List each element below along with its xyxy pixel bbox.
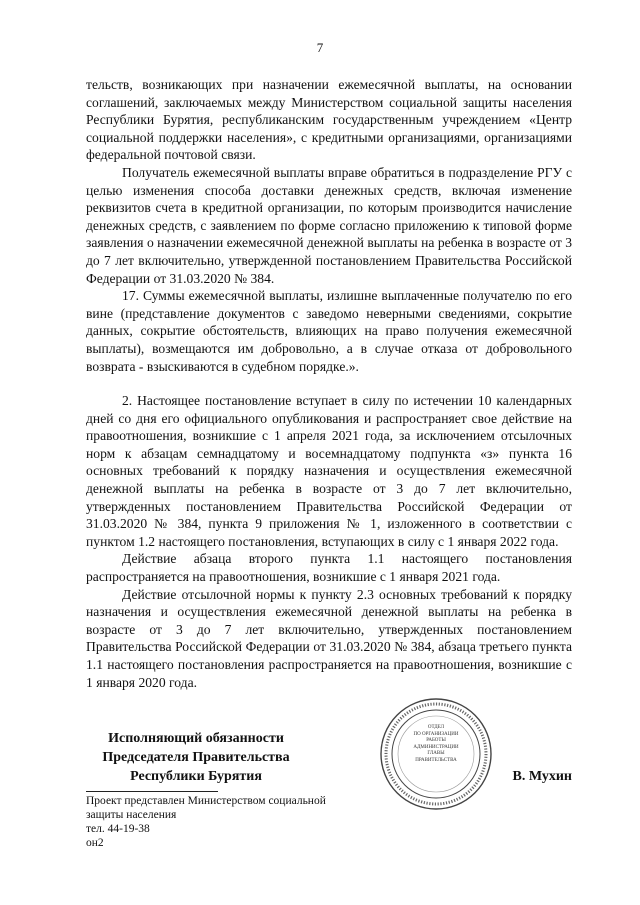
document-body (86, 76, 572, 691)
paragraph-17: 17. Суммы ежемесячной выплаты, излишне выплаченные получателю по его вине (представление документов с заведомо неверными сведениями, сокрытие данных, сокрытие обстоятельств, влияющих на право получения ежемесячной выплаты), возмещаются им добровольно, а в случае отказа от добровольного возврата - взыскиваются в судебном порядке.». (86, 288, 572, 374)
seal-line: ГЛАВЫ (427, 751, 445, 756)
seal-line: ОТДЕЛ (427, 725, 445, 730)
signature-block (86, 725, 572, 789)
seal-line: ПО ОРГАНИЗАЦИИ (413, 731, 459, 737)
paragraph-continuation: тельств, возникающих при назначении ежемесячной выплаты, на основании соглашений, заключаемых между Министерством социальной защиты населения Республики Бурятия, республиканским государственным учреждением «Центр социальной поддержки населения», с кредитными организациями, организациями федеральной почтовой связи. (86, 77, 572, 163)
signatory-title-line: Председателя Правительства (102, 750, 290, 765)
seal-inscription (401, 725, 471, 764)
page-number: 7 (316, 40, 324, 55)
footnote-line: он2 (86, 837, 104, 849)
signatory-title (86, 729, 306, 786)
paragraph-effect-2020: Действие отсылочной нормы к пункту 2.3 основных требований к порядку назначения и осуществления ежемесячной денежной выплаты на ребенка в возрасте от 3 до 7 лет включительно, утвержденных постановлением Правительства Российской Федерации от 31.03.2020 № 384, абзаца третьего пункта 1.1 настоящего постановления распространяется на правоотношения, возникшие с 1 января 2020 года. (86, 586, 572, 690)
signatory-name: В. Мухин (512, 769, 572, 784)
footnote-line: защиты населения (86, 809, 177, 821)
footnote (86, 794, 386, 850)
signatory-title-line: Республики Бурятия (130, 769, 262, 784)
footnote-line: тел. 44-19-38 (86, 823, 150, 835)
signatory-title-line: Исполняющий обязанности (108, 731, 284, 746)
paragraph-recipient-rights: Получатель ежемесячной выплаты вправе обратиться в подразделение РГУ с целью изменения способа доставки денежных средств, включая изменение реквизитов счета в кредитной организации, по которым производится начисление денежных средств, с заявлением по форме согласно приложению к типовой форме заявления о назначении ежемесячной денежной выплаты на ребенка в возрасте от 3 до 7 лет включительно, утвержденной постановлением Правительства Российской Федерации от 31.03.2020 № 384. (86, 164, 572, 286)
footnote-divider (86, 791, 218, 792)
footnote-line: Проект представлен Министерством социальной (86, 795, 326, 807)
seal-line: ПРАВИТЕЛЬСТВА (415, 757, 457, 763)
seal-line: АДМИНИСТРАЦИИ (413, 744, 459, 750)
paragraph-effect-2021: Действие абзаца второго пункта 1.1 настоящего постановления распространяется на правоотношения, возникшие с 1 января 2021 года. (86, 551, 572, 585)
seal-line: РАБОТЫ (426, 738, 446, 743)
paragraph-2-effect: 2. Настоящее постановление вступает в силу по истечении 10 календарных дней со дня его официального опубликования и распространяет свое действие на правоотношения, возникшие с 1 апреля 2021 года, за исключением отсылочных норм к абзацам семнадцатому и восемнадцатому подпункта «з» пункта 16 основных требований к порядку назначения и осуществления ежемесячной денежной выплаты на ребенка в возрасте от 3 до 7 лет включительно, утвержденных постановлением Правительства Российской Федерации от 31.03.2020 № 384, пункта 9 приложения № 1, изложенного в соответствии с пунктом 1.2 настоящего постановления, вступающих в силу с 1 января 2022 года. (86, 393, 572, 549)
